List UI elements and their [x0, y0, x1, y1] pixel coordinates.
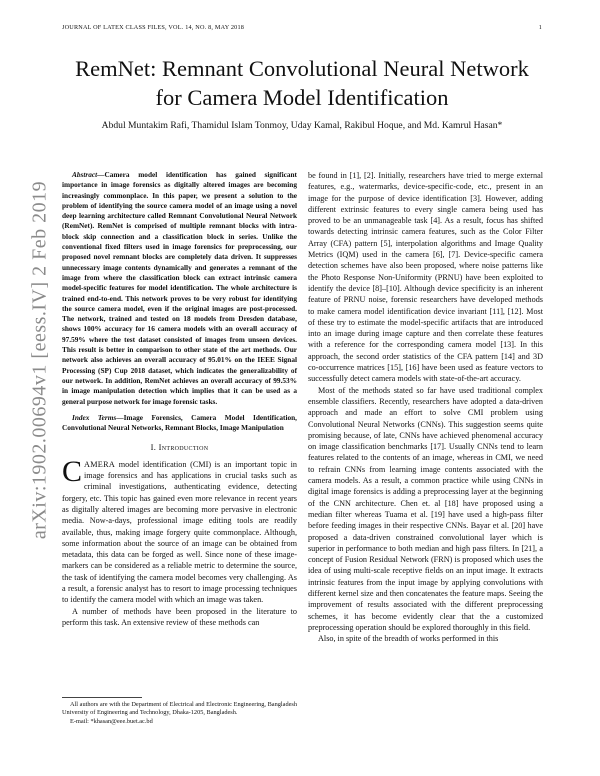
footnote-rule: [62, 697, 142, 698]
page-number: 1: [538, 24, 542, 31]
right-paragraph-3: Also, in spite of the breadth of works performed in this: [318, 634, 499, 644]
paper-authors: Abdul Muntakim Rafi, Thamidul Islam Tonmoy, Uday Kamal, Rakibul Hoque, and Md. Kamrul Hasan*: [101, 120, 503, 131]
index-terms: [62, 413, 297, 434]
footnote-email: E-mail: *khasan@eee.buet.ac.bd: [70, 717, 153, 725]
paper-title: RemNet: Remnant Convolutional Neural Network for Camera Model Identification: [75, 56, 529, 110]
right-paragraph-1: be found in [1], [2]. Initially, researchers have tried to merge external features, e.g., watermarks, device-specific-code, etc., present in an image for the purpose of device identification [3]. However, adding different extrinsic features to every single camera being used has proved to be an unmanageable task [4]. As a result, focus has shifted towards detecting intrinsic camera features, such as the Color Filter Array (CFA) pattern [5], interpolation algorithms and Image Quality Metrics (IQM) used in the camera [6], [7]. Device-specific camera detection schemes have also been proposed, where noise patterns like the Photo Response Non-Uniformity (PRNU) have been exploited to identify the device [8]–[10]. Although device specificity is an inherent feature of PRNU noise, forensic researchers have developed methods to make camera model identification device invariant [11], [12]. Most of these try to estimate the model-specific artifacts that are introduced into an image during image capture and then correlate these features with a reference for the corresponding camera model [13]. In this approach, the second order statistics of the CFA pattern [14] and 3D co-occurrence matrices [15], [16] have been used as feature vectors to successfully detect camera models with state-of-the-art accuracy.: [308, 171, 543, 384]
footnote-affiliation: All authors are with the Department of Electrical and Electronic Engineering, Bangladesh University of Engineering and Technology, Dhaka-1205, Bangladesh.: [62, 701, 297, 717]
intro-paragraph-1: [62, 454, 297, 606]
arxiv-stamp: [10, 160, 70, 560]
right-paragraph-2: Most of the methods stated so far have used traditional complex ensemble classifiers. Recently, researchers have adopted a data-driven approach and made an effort to solve CMI problem using Convolutional Neural Networks (CNNs). This suggestion seems quite promising because, of late, CNNs have achieved phenomenal accuracy on image classification benchmarks [17]. Usually CNNs tend to learn features related to the contents of an image, whereas in CMI, we need to refrain CNNs from learning image contents associated with the camera models. As a result, a common practice while using CNNs in digital image forensics is adding a preprocessing layer at the beginning of the CNN architecture. Chen et. al [18] have proposed using a median filter whereas Tuama et al. [19] have used a high-pass filter before feeding images in their respective CNNs. Bayar et al. [20] have proposed a data-driven constrained convolutional layer which is superior in performance to both median and high pass filters. In [21], a concept of Fusion Residual Network (FRN) is proposed which uses the idea of using multi-scale receptive fields on an input image. It extracts intrinsic features from the input image by applying convolutions with different kernel size and then concatenates the feature maps. Seeing the improvement of results associated with the different preprocessing schemes, it has become evidently clear that the a customized preprocessing operation should be explored thoroughly in this field.: [308, 385, 543, 632]
left-column: [62, 170, 297, 628]
footnote: [62, 697, 297, 726]
section-heading: I. Introduction: [150, 442, 209, 453]
abstract: [62, 170, 297, 407]
index-terms-label: Index Terms: [72, 412, 117, 422]
drop-cap: C: [62, 454, 83, 488]
abstract-label: Abstract: [72, 170, 98, 179]
right-column: [308, 170, 543, 644]
intro-paragraph-2: A number of methods have been proposed in the literature to perform this task. An extensive review of these methods can: [62, 606, 297, 627]
arxiv-stamp-text: arXiv:1902.00694v1 [eess.IV] 2 Feb 2019: [28, 180, 51, 540]
journal-name: JOURNAL OF LATEX CLASS FILES, VOL. 14, NO. 8, MAY 2018: [62, 24, 245, 31]
abstract-text: —Camera model identification has gained significant importance in image forensics as digitally altered images are becoming increasingly commonplace. In this paper, we present a solution to the problem of identifying the source camera model of an image using a novel deep learning architecture called Remnant Convolutional Neural Network (RemNet). RemNet is comprised of multiple remnant blocks with intra-block skip connection and a classification block in series. Unlike the conventional fixed filters used in image forensics for preprocessing, our proposed novel remnant blocks are completely data driven. It suppresses unnecessary image contents dynamically and generates a remnant of the image from where the classification block can extract intrinsic camera model-specific features for model identification. The whole architecture is trained end-to-end. This network proves to be very robust for identifying the source camera model, even if the original images are post-processed. The network, trained and tested on 18 models from Dresden database, shows 100% accuracy for 16 camera models with an overall accuracy of 97.59% where the test dataset consisted of images from unseen devices. This result is better in comparison to other state of the art methods. Our network also achieves an overall accuracy of 95.01% on the IEEE Signal Processing (SP) Cup 2018 dataset, which indicates the generalizability of our network. In addition, RemNet achieves an overall accuracy of 99.53% in image manipulation detection which implies that it can be used as a general purpose network for image forensic tasks.: [62, 170, 297, 406]
running-header: [62, 24, 542, 31]
index-terms-text: —Image Forensics, Camera Model Identification, Convolutional Neural Networks, Remnant Blocks, Image Manipulation: [62, 412, 298, 433]
intro-paragraph-1-text: model identification (CMI) is an important topic in image forensics and has applications in crucial tasks such as criminal investigations, authenticating evidence, detecting forgery, etc. This topic has gained even more relevance in recent years as digitally altered images are becoming more pervasive in electronic media. Now-a-days, professional image editing tools are readily available, thus, making image forgery quite commonplace. Although, some information about the source of an image can be obtained from metadata, this data can be forged as well. Since none of these image-markers can be considered as a reliable metric to determine the source, the task of identifying the camera model becomes very challenging. As a result, a forensic analyst has to resort to image processing techniques to identify the camera model with which an image was taken.: [62, 459, 297, 605]
intro-first-word: AMERA: [84, 459, 116, 469]
